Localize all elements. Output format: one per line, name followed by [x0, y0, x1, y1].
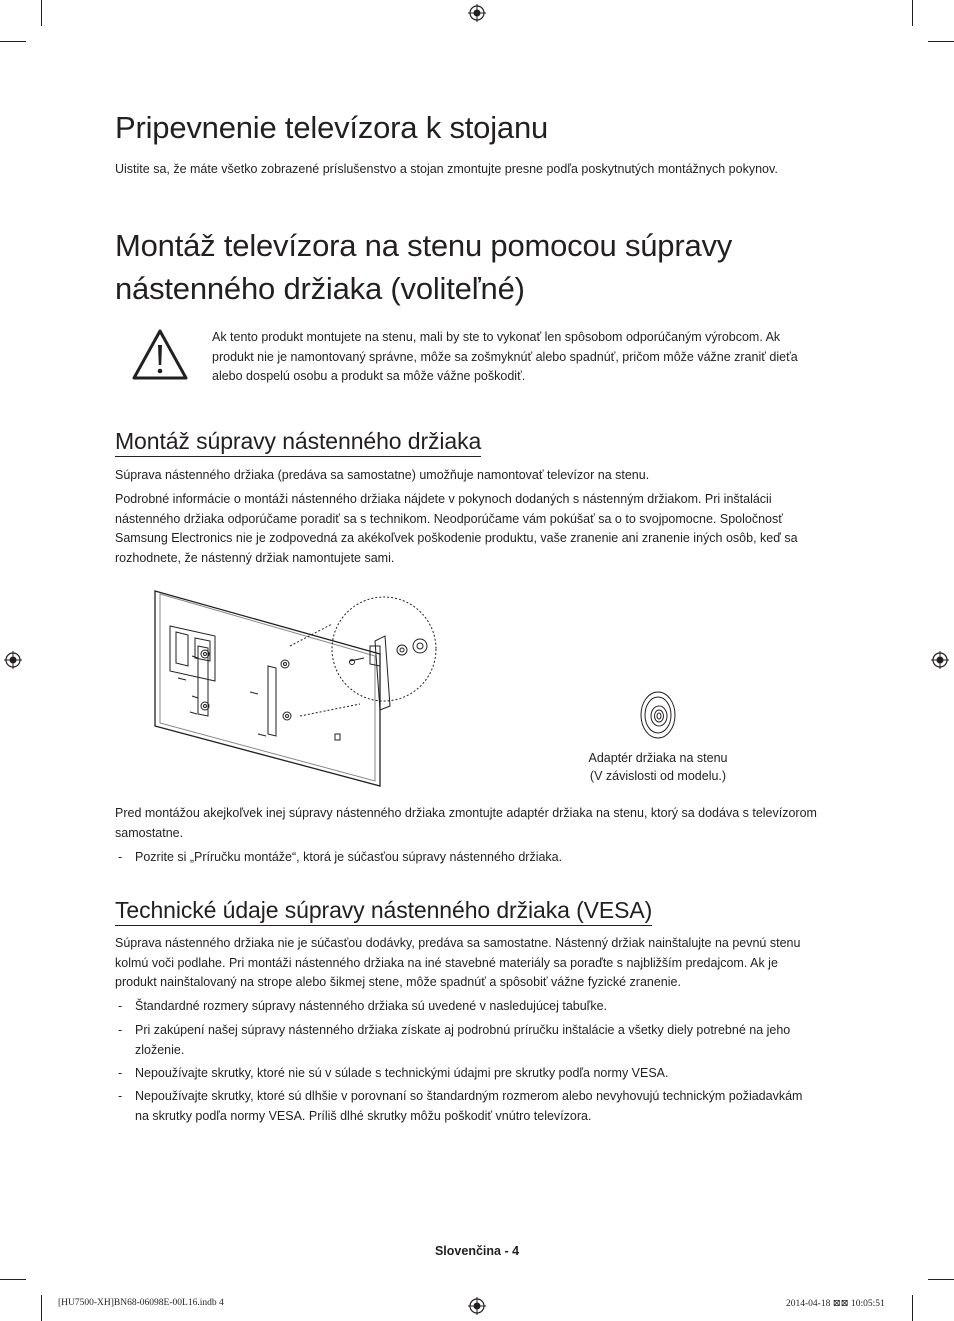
crop-mark	[41, 0, 42, 26]
crop-mark	[928, 1279, 954, 1280]
mount-kit-para3	[115, 804, 845, 843]
bullet-dash: -	[118, 999, 123, 1013]
adapter-caption-line: Adaptér držiaka na stenu	[588, 751, 728, 765]
adapter-caption	[558, 750, 758, 785]
page-title: Pripevnenie televízora k stojanu	[115, 110, 549, 145]
note-bullet	[115, 848, 845, 868]
section-title-wall-mount: Montáž televízora na stenu pomocou súpravy	[115, 228, 733, 263]
registration-mark-icon	[4, 651, 22, 669]
bullet-text: Pozrite si „Príručku montáže“, ktorá je súčasťou súpravy nástenného držiaka.	[135, 850, 563, 864]
adapter-caption-line: (V závislosti od modelu.)	[589, 768, 727, 783]
para-line: nástenného držiaka odporúčame poradiť sa s technikom. Neodporúčame vám pokúšať sa o to svojpomocne. Spoločnosť	[115, 511, 783, 526]
wall-mount-illustration	[150, 586, 445, 791]
registration-mark-icon	[468, 4, 486, 22]
mount-kit-para1: Súprava nástenného držiaka (predáva sa samostatne) umožňuje namontovať televízor na stenu.	[115, 468, 650, 482]
bullet-text: na skrutky podľa normy VESA. Príliš dlhé skrutky môžu poškodiť vnútro televízora.	[135, 1108, 592, 1123]
para-line: Súprava nástenného držiaka nie je súčasťou dodávky, predáva sa samostatne. Nástenný držiak nainštalujte na pevnú stenu	[115, 936, 801, 950]
subsection-title-mount-kit: Montáž súpravy nástenného držiaka	[115, 428, 481, 457]
bullet-dash: -	[118, 1089, 123, 1103]
bullet-text: Štandardné rozmery súpravy nástenného držiaka sú uvedené v nasledujúcej tabuľke.	[135, 999, 607, 1013]
vesa-bullet	[115, 1087, 845, 1126]
warning-line: alebo dospelú osobu a produkt sa môže vážne poškodiť.	[212, 369, 526, 383]
vesa-bullet	[115, 997, 845, 1017]
registration-mark-icon	[468, 1297, 486, 1315]
crop-mark	[41, 1295, 42, 1321]
bullet-text: Nepoužívajte skrutky, ktoré sú dlhšie v porovnaní so štandardným rozmerom alebo nevyhovujú technickým požiadavkám	[135, 1089, 803, 1103]
bullet-dash: -	[118, 850, 123, 864]
crop-mark	[0, 41, 26, 42]
section-title-wall-mount-cont: nástenného držiaka (voliteľné)	[115, 271, 525, 306]
vesa-para1	[115, 934, 845, 993]
warning-text	[212, 328, 832, 387]
bullet-dash: -	[118, 1066, 123, 1080]
para-line: samostatne.	[115, 825, 184, 840]
bullet-text: Nepoužívajte skrutky, ktoré nie sú v súlade s technickými údajmi pre skrutky podľa normy VESA.	[135, 1066, 669, 1080]
para-line: Podrobné informácie o montáži nástenného držiaka nájdete v pokynoch dodaných s nástenným držiakom. Pri inštalácii	[115, 492, 772, 506]
vesa-bullet	[115, 1021, 845, 1060]
bullet-text: zloženie.	[135, 1042, 185, 1057]
bullet-dash: -	[118, 1023, 123, 1037]
intro-text: Uistite sa, že máte všetko zobrazené príslušenstvo a stojan zmontujte presne podľa poskytnutých montážnych pokynov.	[115, 162, 778, 176]
warning-line: produkt nie je namontovaný správne, môže sa zošmyknúť alebo spadnúť, pričom môže vážne zraniť dieťa	[212, 349, 798, 364]
crop-mark	[912, 1295, 913, 1321]
caution-triangle-icon	[131, 328, 189, 382]
warning-line: Ak tento produkt montujete na stenu, mali by ste to vykonať len spôsobom odporúčaným výrobcom. Ak	[212, 330, 781, 344]
crop-mark	[912, 0, 913, 26]
mount-kit-para2	[115, 490, 845, 568]
print-file-info: [HU7500-XH]BN68-06098E-00L16.indb 4	[58, 1298, 224, 1308]
para-line: produkt nainštalovaný na strope alebo šikmej stene, môže spadnúť a spôsobiť vážne fyzické zranenie.	[115, 975, 681, 989]
vesa-bullet	[115, 1064, 845, 1084]
crop-mark	[0, 1279, 26, 1280]
subsection-title-vesa: Technické údaje súpravy nástenného držiaka (VESA)	[115, 897, 652, 926]
crop-mark	[928, 41, 954, 42]
para-line: Samsung Electronics nie je zodpovedná za akékoľvek poškodenie produktu, vaše zranenie ani zranenie iných osôb, keď sa	[115, 531, 798, 545]
print-timestamp: 2014-04-18 ⊠⊠ 10:05:51	[786, 1299, 885, 1309]
para-line: Pred montážou akejkoľvek inej súpravy nástenného držiaka zmontujte adaptér držiaka na stenu, ktorý sa dodáva s televízorom	[115, 806, 817, 820]
page-number: Slovenčina - 4	[434, 1244, 520, 1258]
wall-mount-adapter-icon	[638, 689, 678, 741]
registration-mark-icon	[931, 651, 949, 669]
para-line: kolmú voči podlahe. Pri montáži nástenného držiaka na iné stavebné materiály sa poraďte s najbližším predajcom. Ak je	[115, 955, 778, 970]
para-line: rozhodnete, že nástenný držiak namontujete sami.	[115, 550, 395, 565]
bullet-text: Pri zakúpení našej súpravy nástenného držiaka získate aj podrobnú príručku inštalácie a všetky diely potrebné na jeho	[135, 1023, 791, 1037]
